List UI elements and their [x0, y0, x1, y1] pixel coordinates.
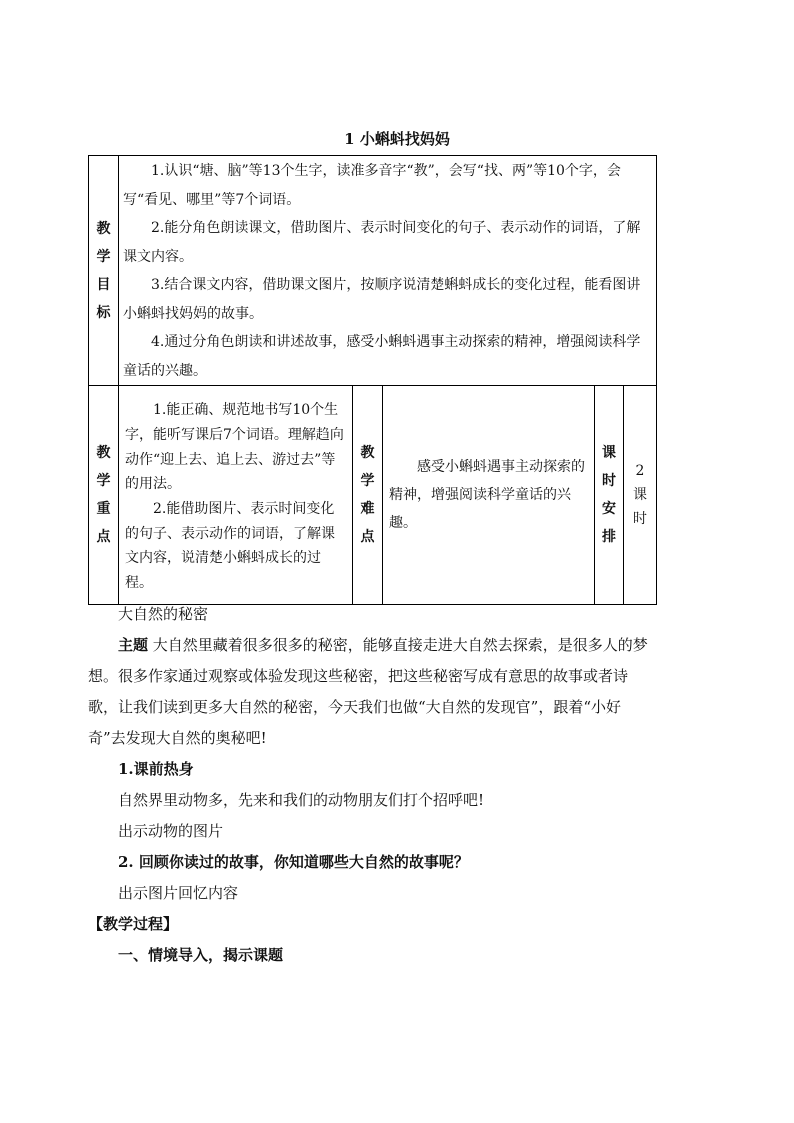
lesson-plan-table [88, 155, 657, 605]
goals-content [119, 156, 657, 386]
goal-item: 1.认识“塘、脑”等13个生字，读准多音字“教”，会写“找、两”等10个字，会写“看见、哪里”等7个词语。 [123, 163, 621, 208]
theme-label: 主题 [118, 636, 149, 654]
step1 [88, 754, 648, 971]
goal-item: 3.结合课文内容，借助课文图片，按顺序说清楚蝌蚪成长的变化过程，能看图讲小蝌蚪找妈妈的故事。 [123, 277, 641, 322]
step1-title: 1.课前热身 [118, 760, 194, 778]
process-heading: 【教学过程】 [88, 915, 179, 933]
goals-label: 教 学 目 标 [89, 156, 119, 386]
difficulty-label: 教 学 难 点 [353, 386, 383, 605]
theme-paragraph [88, 630, 648, 754]
theme-text: 大自然里藏着很多很多的秘密，能够直接走进大自然去探索，是很多人的梦想。很多作家通过观察或体验发现这些秘密，把这些秘密写成有意思的故事或者诗歌，让我们读到更多大自然的秘密，今天我们也做“大自然的发现官”，跟着“小好奇”去发现大自然的奥秘吧! [88, 636, 648, 747]
goals-row [89, 156, 657, 386]
lesson-title: 1 小蝌蚪找妈妈 [344, 130, 450, 148]
step1-text: 自然界里动物多，先来和我们的动物朋友们打个招呼吧! [118, 791, 485, 809]
step1-note: 出示动物的图片 [118, 822, 224, 840]
section-title: 大自然的秘密 [118, 605, 209, 623]
goal-item: 2.能分角色朗读课文，借助图片、表示时间变化的句子、表示动作的词语，了解课文内容。 [123, 220, 641, 265]
part1-heading: 一、情境导入，揭示课题 [118, 946, 284, 964]
focus-content [119, 386, 353, 605]
schedule-label: 课 时 安 排 [595, 386, 624, 605]
goal-item: 4.通过分角色朗读和讲述故事，感受小蝌蚪遇事主动探索的精神，增强阅读科学童话的兴趣。 [123, 334, 641, 379]
focus-item: 2.能借助图片、表示时间变化的句子、表示动作的词语，了解课文内容，说清楚小蝌蚪成长的过程。 [125, 501, 335, 592]
focus-item: 1.能正确、规范地书写10个生字，能听写课后7个词语。理解趋向动作“迎上去、追上去、游过去”等的用法。 [125, 402, 344, 493]
step2-title: 2. 回顾你读过的故事，你知道哪些大自然的故事呢？ [118, 853, 469, 871]
difficulty-text: 感受小蝌蚪遇事主动探索的精神，增强阅读科学童话的兴趣。 [389, 459, 585, 531]
focus-row [89, 386, 657, 605]
focus-label: 教 学 重 点 [89, 386, 119, 605]
schedule-value: 2 课 时 [624, 386, 657, 605]
step2-note: 出示图片回忆内容 [118, 884, 239, 902]
difficulty-content [383, 386, 595, 605]
